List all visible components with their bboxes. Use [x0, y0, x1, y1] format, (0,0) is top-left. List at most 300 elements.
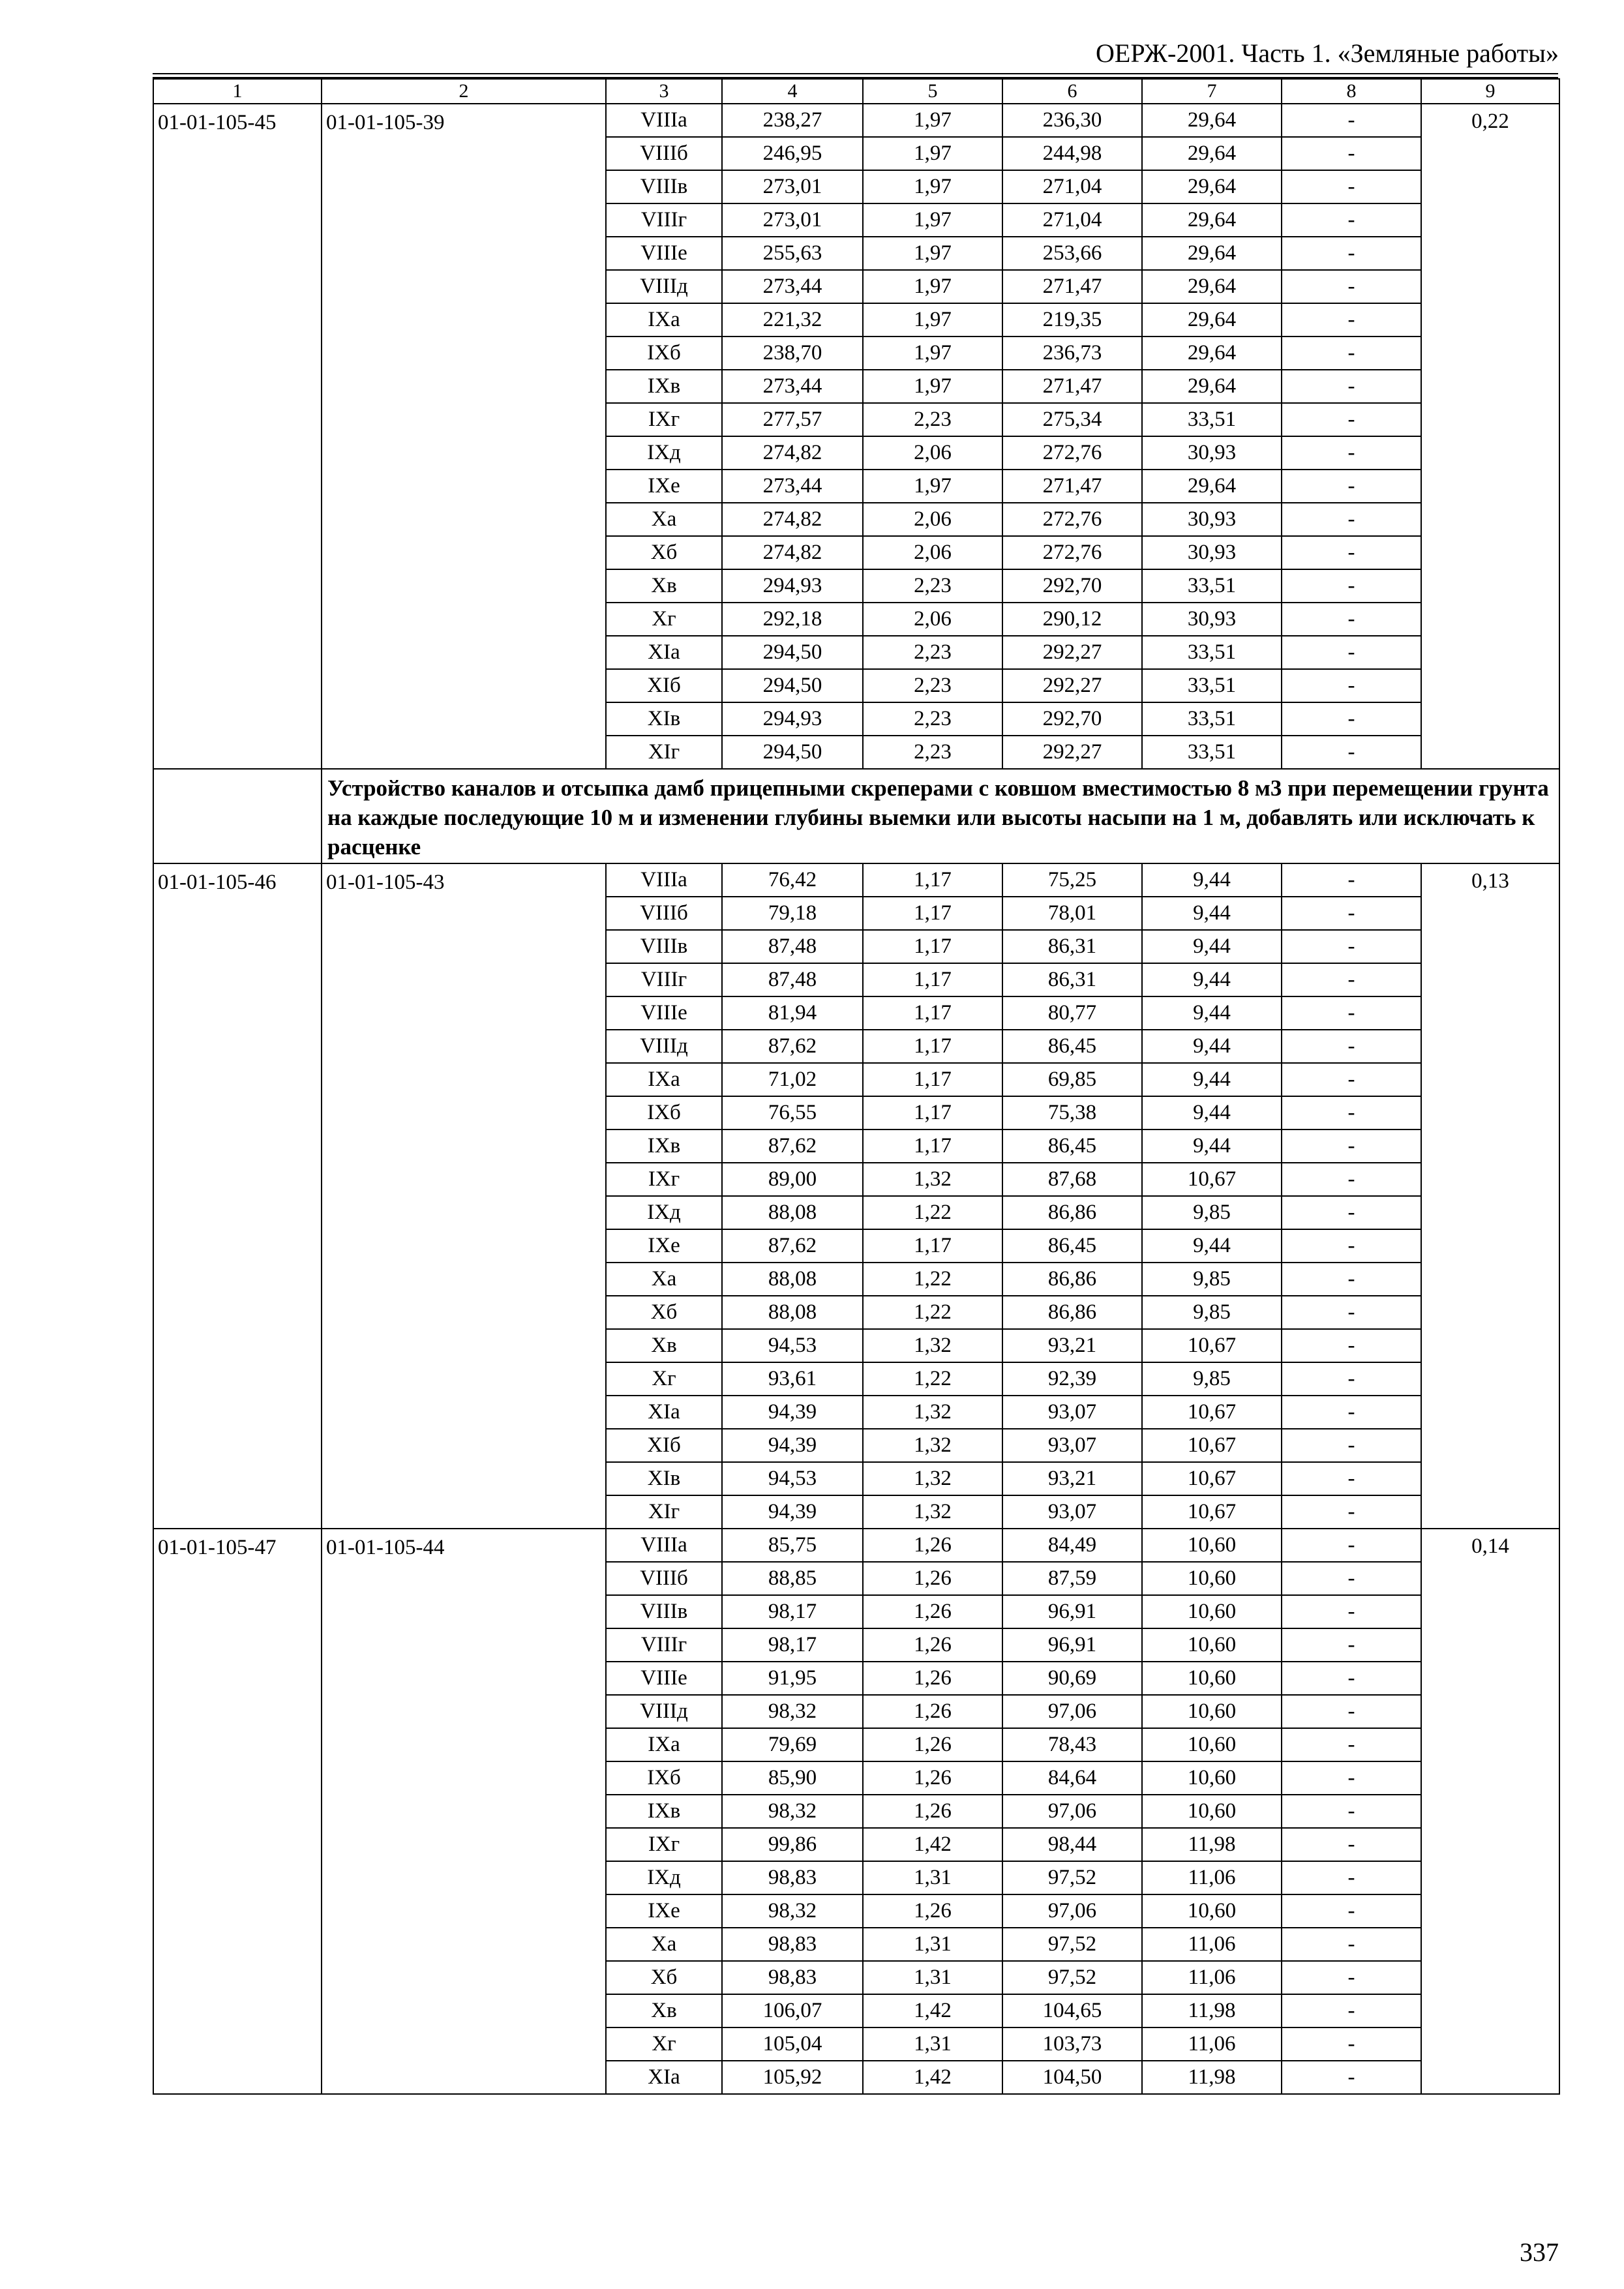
column-number: 5: [863, 79, 1002, 104]
materials-cost: -: [1282, 1096, 1421, 1130]
machine-cost: 86,31: [1002, 963, 1142, 996]
wages: 1,31: [863, 2027, 1002, 2061]
machine-cost: 97,52: [1002, 1961, 1142, 1994]
direct-cost: 105,92: [722, 2061, 863, 2094]
direct-cost: 98,83: [722, 1961, 863, 1994]
soil-group: XIа: [606, 2061, 722, 2094]
materials-cost: -: [1282, 963, 1421, 996]
direct-cost: 273,01: [722, 170, 863, 203]
column-number: 4: [722, 79, 863, 104]
machine-cost: 292,70: [1002, 569, 1142, 603]
machinist-wages: 29,64: [1142, 303, 1282, 337]
materials-cost: -: [1282, 370, 1421, 403]
direct-cost: 98,17: [722, 1595, 863, 1628]
direct-cost: 81,94: [722, 996, 863, 1030]
rate-code: 01-01-105-45: [153, 104, 322, 769]
wages: 1,42: [863, 1994, 1002, 2027]
direct-cost: 76,42: [722, 863, 863, 897]
wages: 1,42: [863, 1828, 1002, 1861]
machine-cost: 97,06: [1002, 1695, 1142, 1728]
direct-cost: 88,85: [722, 1562, 863, 1595]
materials-cost: -: [1282, 403, 1421, 436]
machine-cost: 271,47: [1002, 470, 1142, 503]
wages: 1,97: [863, 470, 1002, 503]
materials-cost: -: [1282, 1795, 1421, 1828]
soil-group: Xб: [606, 1296, 722, 1329]
table-row: [153, 863, 1559, 897]
machine-cost: 236,73: [1002, 337, 1142, 370]
wages: 2,06: [863, 503, 1002, 536]
direct-cost: 88,08: [722, 1196, 863, 1229]
machinist-wages: 29,64: [1142, 370, 1282, 403]
direct-cost: 79,18: [722, 897, 863, 930]
machinist-wages: 33,51: [1142, 669, 1282, 702]
soil-group: IXг: [606, 403, 722, 436]
machinist-wages: 30,93: [1142, 603, 1282, 636]
wages: 2,23: [863, 669, 1002, 702]
materials-cost: -: [1282, 669, 1421, 702]
machine-cost: 86,31: [1002, 930, 1142, 963]
direct-cost: 294,50: [722, 669, 863, 702]
materials-cost: -: [1282, 1296, 1421, 1329]
machinist-wages: 33,51: [1142, 569, 1282, 603]
soil-group: IXб: [606, 1096, 722, 1130]
wages: 1,32: [863, 1163, 1002, 1196]
materials-cost: -: [1282, 1396, 1421, 1429]
direct-cost: 221,32: [722, 303, 863, 337]
materials-cost: -: [1282, 1063, 1421, 1096]
materials-cost: -: [1282, 603, 1421, 636]
soil-group: VIIIг: [606, 963, 722, 996]
direct-cost: 273,44: [722, 370, 863, 403]
direct-cost: 294,93: [722, 702, 863, 736]
direct-cost: 88,08: [722, 1296, 863, 1329]
soil-group: IXа: [606, 1063, 722, 1096]
materials-cost: -: [1282, 1329, 1421, 1362]
soil-group: VIIIб: [606, 137, 722, 170]
wages: 1,22: [863, 1263, 1002, 1296]
reference-code: 01-01-105-39: [322, 104, 606, 769]
direct-cost: 274,82: [722, 536, 863, 569]
machinist-wages: 29,64: [1142, 203, 1282, 237]
direct-cost: 87,48: [722, 930, 863, 963]
soil-group: Xв: [606, 1329, 722, 1362]
machine-cost: 75,38: [1002, 1096, 1142, 1130]
soil-group: VIIIд: [606, 1695, 722, 1728]
soil-group: VIIIв: [606, 1595, 722, 1628]
machinist-wages: 9,85: [1142, 1362, 1282, 1396]
wages: 1,26: [863, 1529, 1002, 1562]
wages: 1,97: [863, 337, 1002, 370]
running-header: ОЕРЖ-2001. Часть 1. «Земляные работы»: [1096, 38, 1559, 68]
direct-cost: 294,93: [722, 569, 863, 603]
materials-cost: -: [1282, 863, 1421, 897]
machinist-wages: 10,60: [1142, 1628, 1282, 1662]
direct-cost: 99,86: [722, 1828, 863, 1861]
section-title-row: [153, 769, 1559, 863]
column-number-row: [153, 79, 1559, 104]
wages: 1,32: [863, 1429, 1002, 1462]
wages: 1,32: [863, 1329, 1002, 1362]
machinist-wages: 29,64: [1142, 470, 1282, 503]
materials-cost: -: [1282, 1495, 1421, 1529]
direct-cost: 238,27: [722, 104, 863, 137]
wages: 1,26: [863, 1795, 1002, 1828]
machine-cost: 96,91: [1002, 1628, 1142, 1662]
materials-cost: -: [1282, 1728, 1421, 1761]
direct-cost: 98,83: [722, 1861, 863, 1894]
machinist-wages: 11,06: [1142, 1961, 1282, 1994]
materials-cost: -: [1282, 1429, 1421, 1462]
wages: 1,17: [863, 930, 1002, 963]
direct-cost: 94,39: [722, 1495, 863, 1529]
soil-group: IXб: [606, 1761, 722, 1795]
machine-cost: 86,45: [1002, 1130, 1142, 1163]
machine-cost: 271,47: [1002, 370, 1142, 403]
soil-group: IXб: [606, 337, 722, 370]
machinist-wages: 10,60: [1142, 1761, 1282, 1795]
materials-cost: -: [1282, 104, 1421, 137]
direct-cost: 87,62: [722, 1229, 863, 1263]
soil-group: VIIIв: [606, 930, 722, 963]
soil-group: VIIIв: [606, 170, 722, 203]
soil-group: IXа: [606, 303, 722, 337]
machine-cost: 78,43: [1002, 1728, 1142, 1761]
table-row: [153, 104, 1559, 137]
direct-cost: 98,32: [722, 1894, 863, 1928]
wages: 1,31: [863, 1928, 1002, 1961]
direct-cost: 93,61: [722, 1362, 863, 1396]
machinist-wages: 9,44: [1142, 1130, 1282, 1163]
soil-group: IXв: [606, 370, 722, 403]
machine-cost: 87,59: [1002, 1562, 1142, 1595]
wages: 2,06: [863, 436, 1002, 470]
soil-group: Xб: [606, 1961, 722, 1994]
direct-cost: 85,75: [722, 1529, 863, 1562]
soil-group: IXг: [606, 1828, 722, 1861]
machinist-wages: 30,93: [1142, 536, 1282, 569]
materials-cost: -: [1282, 1030, 1421, 1063]
machine-cost: 97,52: [1002, 1861, 1142, 1894]
machine-cost: 93,07: [1002, 1396, 1142, 1429]
machine-cost: 93,21: [1002, 1329, 1142, 1362]
machinist-wages: 33,51: [1142, 702, 1282, 736]
machinist-wages: 11,06: [1142, 2027, 1282, 2061]
materials-cost: -: [1282, 1462, 1421, 1495]
materials-cost: -: [1282, 303, 1421, 337]
machinist-wages: 30,93: [1142, 436, 1282, 470]
soil-group: IXг: [606, 1163, 722, 1196]
machine-cost: 236,30: [1002, 104, 1142, 137]
labor-cost: 0,22: [1421, 104, 1559, 769]
machinist-wages: 9,44: [1142, 963, 1282, 996]
wages: 1,17: [863, 863, 1002, 897]
soil-group: IXе: [606, 470, 722, 503]
wages: 1,97: [863, 137, 1002, 170]
column-number: 2: [322, 79, 606, 104]
soil-group: IXв: [606, 1795, 722, 1828]
machinist-wages: 10,67: [1142, 1462, 1282, 1495]
wages: 1,31: [863, 1861, 1002, 1894]
machinist-wages: 29,64: [1142, 137, 1282, 170]
machine-cost: 86,45: [1002, 1229, 1142, 1263]
machinist-wages: 29,64: [1142, 237, 1282, 270]
wages: 1,26: [863, 1695, 1002, 1728]
machine-cost: 271,04: [1002, 170, 1142, 203]
soil-group: Xа: [606, 503, 722, 536]
machine-cost: 292,27: [1002, 736, 1142, 769]
machinist-wages: 9,44: [1142, 996, 1282, 1030]
direct-cost: 87,62: [722, 1030, 863, 1063]
soil-group: Xг: [606, 603, 722, 636]
machinist-wages: 9,44: [1142, 897, 1282, 930]
materials-cost: -: [1282, 1628, 1421, 1662]
soil-group: XIа: [606, 636, 722, 669]
soil-group: IXе: [606, 1894, 722, 1928]
labor-cost: 0,13: [1421, 863, 1559, 1529]
direct-cost: 88,08: [722, 1263, 863, 1296]
machinist-wages: 10,67: [1142, 1429, 1282, 1462]
rates-table-body: [153, 79, 1559, 2094]
direct-cost: 98,17: [722, 1628, 863, 1662]
wages: 1,26: [863, 1728, 1002, 1761]
materials-cost: -: [1282, 1362, 1421, 1396]
soil-group: Xб: [606, 536, 722, 569]
machinist-wages: 9,85: [1142, 1296, 1282, 1329]
machine-cost: 292,27: [1002, 669, 1142, 702]
machine-cost: 87,68: [1002, 1163, 1142, 1196]
machinist-wages: 9,44: [1142, 1229, 1282, 1263]
reference-code: 01-01-105-44: [322, 1529, 606, 2094]
machinist-wages: 9,44: [1142, 1030, 1282, 1063]
direct-cost: 94,53: [722, 1462, 863, 1495]
section-spacer: [153, 769, 322, 863]
soil-group: Xг: [606, 1362, 722, 1396]
machinist-wages: 9,44: [1142, 930, 1282, 963]
materials-cost: -: [1282, 1928, 1421, 1961]
wages: 2,23: [863, 636, 1002, 669]
materials-cost: -: [1282, 569, 1421, 603]
wages: 1,17: [863, 1229, 1002, 1263]
wages: 2,23: [863, 403, 1002, 436]
materials-cost: -: [1282, 270, 1421, 303]
machinist-wages: 29,64: [1142, 170, 1282, 203]
soil-group: IXд: [606, 436, 722, 470]
machine-cost: 80,77: [1002, 996, 1142, 1030]
materials-cost: -: [1282, 636, 1421, 669]
soil-group: VIIIг: [606, 1628, 722, 1662]
machinist-wages: 11,06: [1142, 1928, 1282, 1961]
machinist-wages: 10,60: [1142, 1695, 1282, 1728]
machine-cost: 244,98: [1002, 137, 1142, 170]
machine-cost: 86,86: [1002, 1263, 1142, 1296]
machine-cost: 75,25: [1002, 863, 1142, 897]
column-number: 8: [1282, 79, 1421, 104]
direct-cost: 105,04: [722, 2027, 863, 2061]
materials-cost: -: [1282, 1861, 1421, 1894]
machine-cost: 272,76: [1002, 536, 1142, 569]
materials-cost: -: [1282, 1163, 1421, 1196]
soil-group: VIIIе: [606, 996, 722, 1030]
rates-table: [153, 78, 1560, 2095]
soil-group: VIIIе: [606, 1662, 722, 1695]
machinist-wages: 10,60: [1142, 1595, 1282, 1628]
machine-cost: 292,70: [1002, 702, 1142, 736]
materials-cost: -: [1282, 930, 1421, 963]
soil-group: XIб: [606, 669, 722, 702]
materials-cost: -: [1282, 503, 1421, 536]
machine-cost: 271,47: [1002, 270, 1142, 303]
machinist-wages: 10,67: [1142, 1495, 1282, 1529]
materials-cost: -: [1282, 1229, 1421, 1263]
rate-code: 01-01-105-47: [153, 1529, 322, 2094]
machine-cost: 290,12: [1002, 603, 1142, 636]
direct-cost: 273,44: [722, 470, 863, 503]
wages: 2,23: [863, 702, 1002, 736]
machine-cost: 92,39: [1002, 1362, 1142, 1396]
soil-group: VIIIб: [606, 1562, 722, 1595]
page-number: 337: [1520, 2237, 1559, 2267]
direct-cost: 87,62: [722, 1130, 863, 1163]
direct-cost: 294,50: [722, 736, 863, 769]
machine-cost: 93,07: [1002, 1495, 1142, 1529]
direct-cost: 91,95: [722, 1662, 863, 1695]
wages: 1,32: [863, 1495, 1002, 1529]
materials-cost: -: [1282, 2061, 1421, 2094]
machine-cost: 272,76: [1002, 503, 1142, 536]
materials-cost: -: [1282, 536, 1421, 569]
machinist-wages: 29,64: [1142, 104, 1282, 137]
soil-group: XIв: [606, 702, 722, 736]
machinist-wages: 9,85: [1142, 1263, 1282, 1296]
wages: 1,17: [863, 1030, 1002, 1063]
machine-cost: 97,06: [1002, 1795, 1142, 1828]
wages: 1,26: [863, 1894, 1002, 1928]
column-number: 3: [606, 79, 722, 104]
machinist-wages: 9,85: [1142, 1196, 1282, 1229]
materials-cost: -: [1282, 436, 1421, 470]
machinist-wages: 10,60: [1142, 1795, 1282, 1828]
machinist-wages: 10,67: [1142, 1396, 1282, 1429]
soil-group: IXд: [606, 1196, 722, 1229]
wages: 1,32: [863, 1396, 1002, 1429]
machinist-wages: 11,98: [1142, 2061, 1282, 2094]
wages: 2,06: [863, 603, 1002, 636]
wages: 1,22: [863, 1362, 1002, 1396]
machine-cost: 253,66: [1002, 237, 1142, 270]
machine-cost: 84,49: [1002, 1529, 1142, 1562]
direct-cost: 294,50: [722, 636, 863, 669]
direct-cost: 87,48: [722, 963, 863, 996]
materials-cost: -: [1282, 2027, 1421, 2061]
soil-group: XIг: [606, 1495, 722, 1529]
wages: 1,17: [863, 1063, 1002, 1096]
materials-cost: -: [1282, 1828, 1421, 1861]
wages: 1,97: [863, 203, 1002, 237]
direct-cost: 79,69: [722, 1728, 863, 1761]
materials-cost: -: [1282, 1562, 1421, 1595]
machine-cost: 93,07: [1002, 1429, 1142, 1462]
machinist-wages: 33,51: [1142, 736, 1282, 769]
machinist-wages: 10,60: [1142, 1562, 1282, 1595]
soil-group: VIIIа: [606, 104, 722, 137]
machine-cost: 219,35: [1002, 303, 1142, 337]
materials-cost: -: [1282, 203, 1421, 237]
direct-cost: 274,82: [722, 503, 863, 536]
materials-cost: -: [1282, 1894, 1421, 1928]
machine-cost: 86,86: [1002, 1196, 1142, 1229]
soil-group: VIIIд: [606, 270, 722, 303]
soil-group: IXе: [606, 1229, 722, 1263]
machine-cost: 97,06: [1002, 1894, 1142, 1928]
soil-group: IXа: [606, 1728, 722, 1761]
direct-cost: 274,82: [722, 436, 863, 470]
direct-cost: 94,39: [722, 1429, 863, 1462]
wages: 2,06: [863, 536, 1002, 569]
soil-group: XIв: [606, 1462, 722, 1495]
wages: 1,32: [863, 1462, 1002, 1495]
materials-cost: -: [1282, 1595, 1421, 1628]
soil-group: Xа: [606, 1928, 722, 1961]
direct-cost: 246,95: [722, 137, 863, 170]
wages: 1,26: [863, 1662, 1002, 1695]
wages: 1,97: [863, 170, 1002, 203]
soil-group: VIIIд: [606, 1030, 722, 1063]
wages: 1,26: [863, 1595, 1002, 1628]
machinist-wages: 10,60: [1142, 1529, 1282, 1562]
materials-cost: -: [1282, 736, 1421, 769]
machinist-wages: 10,67: [1142, 1329, 1282, 1362]
machine-cost: 98,44: [1002, 1828, 1142, 1861]
table-row: [153, 1529, 1559, 1562]
machine-cost: 97,52: [1002, 1928, 1142, 1961]
materials-cost: -: [1282, 1529, 1421, 1562]
materials-cost: -: [1282, 702, 1421, 736]
direct-cost: 273,44: [722, 270, 863, 303]
direct-cost: 238,70: [722, 337, 863, 370]
machinist-wages: 33,51: [1142, 403, 1282, 436]
machinist-wages: 10,60: [1142, 1662, 1282, 1695]
direct-cost: 292,18: [722, 603, 863, 636]
soil-group: Xг: [606, 2027, 722, 2061]
direct-cost: 71,02: [722, 1063, 863, 1096]
machine-cost: 84,64: [1002, 1761, 1142, 1795]
soil-group: Xв: [606, 1994, 722, 2027]
direct-cost: 277,57: [722, 403, 863, 436]
materials-cost: -: [1282, 996, 1421, 1030]
machinist-wages: 30,93: [1142, 503, 1282, 536]
materials-cost: -: [1282, 1994, 1421, 2027]
wages: 1,26: [863, 1761, 1002, 1795]
materials-cost: -: [1282, 170, 1421, 203]
direct-cost: 94,39: [722, 1396, 863, 1429]
wages: 1,26: [863, 1628, 1002, 1662]
machine-cost: 104,50: [1002, 2061, 1142, 2094]
machinist-wages: 11,98: [1142, 1828, 1282, 1861]
soil-group: VIIIе: [606, 237, 722, 270]
machine-cost: 272,76: [1002, 436, 1142, 470]
materials-cost: -: [1282, 470, 1421, 503]
column-number: 6: [1002, 79, 1142, 104]
machine-cost: 86,45: [1002, 1030, 1142, 1063]
direct-cost: 94,53: [722, 1329, 863, 1362]
wages: 1,97: [863, 104, 1002, 137]
machinist-wages: 9,44: [1142, 1096, 1282, 1130]
wages: 1,17: [863, 897, 1002, 930]
machinist-wages: 10,67: [1142, 1163, 1282, 1196]
wages: 1,22: [863, 1296, 1002, 1329]
wages: 1,26: [863, 1562, 1002, 1595]
